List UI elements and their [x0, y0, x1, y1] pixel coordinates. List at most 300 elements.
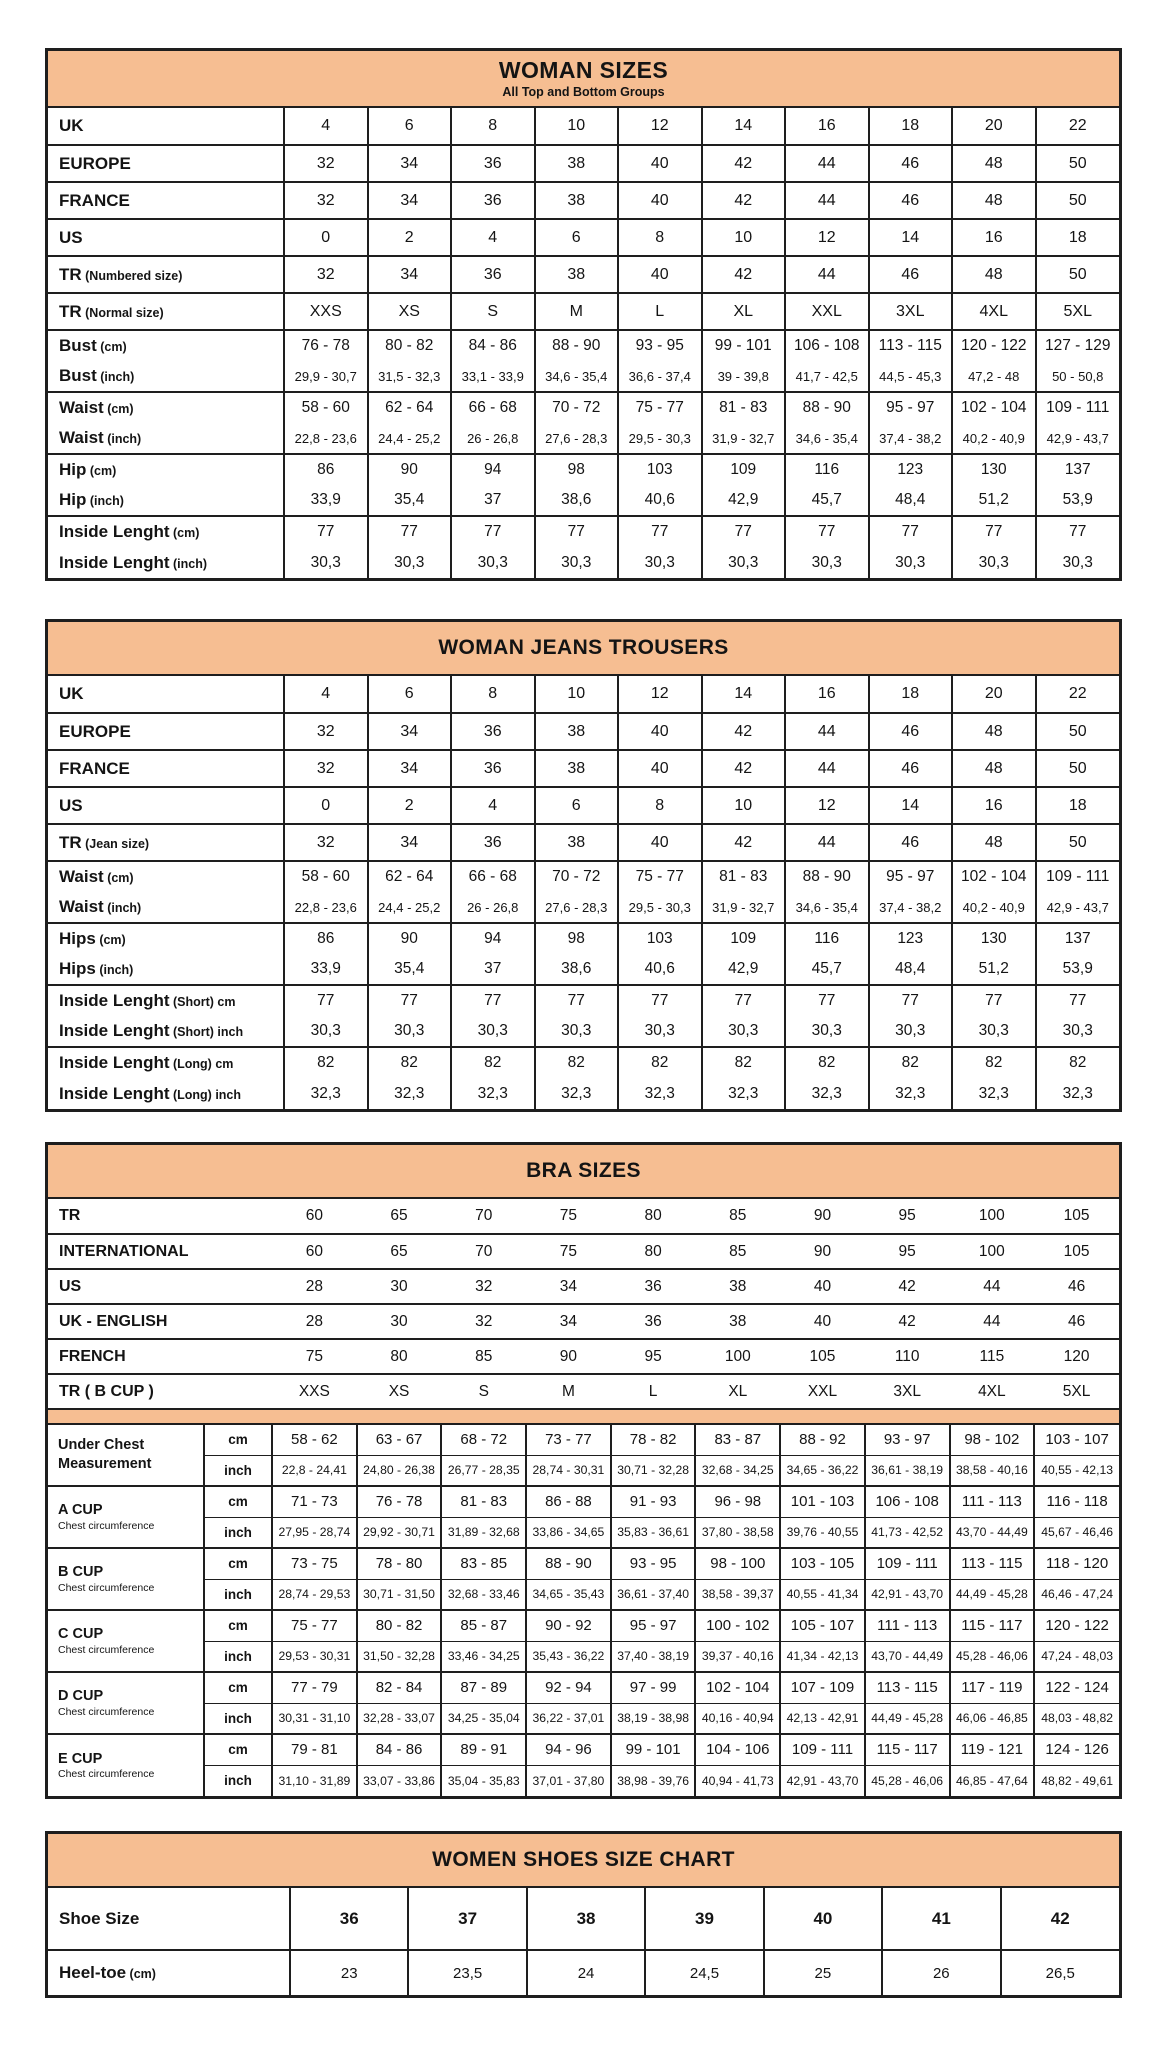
- table-row: [48, 1548, 1119, 1579]
- size-value: 39: [645, 1888, 763, 1950]
- size-value: 109: [702, 923, 786, 954]
- size-value: 120 - 122: [1034, 1610, 1119, 1641]
- size-value: 50: [1036, 824, 1120, 861]
- size-value: 82: [451, 1047, 535, 1078]
- size-value: 41,73 - 42,52: [865, 1517, 950, 1548]
- size-value: 6: [535, 219, 619, 256]
- size-value: XS: [368, 293, 452, 330]
- size-value: 36,61 - 38,19: [865, 1455, 950, 1486]
- cup-sublabel: Chest circumference: [58, 1705, 155, 1718]
- size-value: 58 - 60: [284, 392, 368, 423]
- size-value: 124 - 126: [1034, 1734, 1119, 1765]
- size-value: 110: [865, 1339, 950, 1374]
- table-row: [48, 750, 1119, 787]
- table-row: [48, 985, 1119, 1016]
- size-value: 82 - 84: [357, 1672, 442, 1703]
- size-value: 14: [702, 108, 786, 145]
- size-value: 90: [780, 1234, 865, 1269]
- size-value: 88 - 90: [526, 1548, 611, 1579]
- size-value: 32,3: [1036, 1078, 1120, 1109]
- size-value: 4: [284, 108, 368, 145]
- size-value: 28,74 - 30,31: [526, 1455, 611, 1486]
- size-value: 103 - 105: [780, 1548, 865, 1579]
- size-value: 105: [1034, 1234, 1119, 1269]
- cup-sublabel: Chest circumference: [58, 1643, 155, 1656]
- row-label: [48, 676, 284, 713]
- size-value: 100: [950, 1199, 1035, 1234]
- size-value: 93 - 95: [618, 330, 702, 361]
- size-value: 12: [618, 108, 702, 145]
- row-label-text: EUROPE: [59, 721, 131, 741]
- cup-label: [48, 1734, 204, 1796]
- size-value: 73 - 75: [272, 1548, 357, 1579]
- size-value: 36,22 - 37,01: [526, 1703, 611, 1734]
- row-label-note: (inch): [169, 556, 207, 571]
- size-value: 24,4 - 25,2: [368, 423, 452, 454]
- size-value: 40: [764, 1888, 882, 1950]
- size-value: S: [441, 1374, 526, 1409]
- row-label: [48, 1269, 272, 1304]
- size-value: 102 - 104: [952, 392, 1036, 423]
- size-value: 47,24 - 48,03: [1034, 1641, 1119, 1672]
- woman-sizes-grid: [48, 108, 1119, 578]
- size-value: 18: [869, 108, 953, 145]
- size-value: 42,91 - 43,70: [865, 1579, 950, 1610]
- size-value: S: [451, 293, 535, 330]
- row-label-text: Hip: [59, 490, 87, 509]
- row-label-note: (cm): [126, 1967, 156, 1981]
- size-value: 130: [952, 454, 1036, 485]
- size-value: 38: [535, 750, 619, 787]
- size-value: 30,31 - 31,10: [272, 1703, 357, 1734]
- size-value: 44: [950, 1269, 1035, 1304]
- row-label: [48, 824, 284, 861]
- row-label: [48, 923, 284, 954]
- row-label: [48, 1199, 272, 1234]
- size-value: 77: [952, 985, 1036, 1016]
- table-row: [48, 485, 1119, 516]
- table-row: [48, 676, 1119, 713]
- size-value: 40: [618, 750, 702, 787]
- size-value: M: [526, 1374, 611, 1409]
- size-value: 29,5 - 30,3: [618, 892, 702, 923]
- size-value: 8: [451, 676, 535, 713]
- size-value: 86: [284, 923, 368, 954]
- size-value: 31,10 - 31,89: [272, 1765, 357, 1796]
- size-value: 116: [785, 454, 869, 485]
- size-value: 4XL: [952, 293, 1036, 330]
- size-value: 43,70 - 44,49: [865, 1641, 950, 1672]
- size-value: 77: [284, 985, 368, 1016]
- size-value: 30,3: [1036, 1016, 1120, 1047]
- size-value: 82: [785, 1047, 869, 1078]
- size-value: 44,5 - 45,3: [869, 361, 953, 392]
- size-value: 40,6: [618, 954, 702, 985]
- size-value: 10: [535, 676, 619, 713]
- row-label: [48, 1304, 272, 1339]
- size-value: 30,3: [618, 1016, 702, 1047]
- row-label-note: (cm): [95, 933, 126, 947]
- size-value: 46,46 - 47,24: [1034, 1579, 1119, 1610]
- size-value: 115 - 117: [950, 1610, 1035, 1641]
- bra-sizes-grid: [48, 1199, 1119, 1796]
- size-value: 14: [869, 219, 953, 256]
- size-value: 40: [618, 713, 702, 750]
- size-value: 113 - 115: [869, 330, 953, 361]
- bra-sizes-header: [48, 1145, 1119, 1199]
- size-value: 77: [618, 985, 702, 1016]
- size-value: 34,6 - 35,4: [785, 892, 869, 923]
- row-label-note: (Normal size): [81, 305, 164, 320]
- size-value: 36: [290, 1888, 408, 1950]
- row-label: [48, 516, 284, 547]
- row-label-note: (Jean size): [81, 836, 150, 851]
- size-value: 24: [527, 1950, 645, 1995]
- size-value: 42: [865, 1269, 950, 1304]
- size-value: 63 - 67: [357, 1424, 442, 1455]
- row-label-text: FRANCE: [59, 758, 130, 778]
- size-value: 30,3: [785, 1016, 869, 1047]
- size-value: 98 - 100: [695, 1548, 780, 1579]
- unit-label: cm: [204, 1548, 272, 1579]
- size-value: 115 - 117: [865, 1734, 950, 1765]
- size-value: 32: [441, 1304, 526, 1339]
- size-value: 41: [882, 1888, 1000, 1950]
- size-value: 29,9 - 30,7: [284, 361, 368, 392]
- unit-label: inch: [204, 1455, 272, 1486]
- size-value: 32,3: [869, 1078, 953, 1109]
- size-value: 45,7: [785, 954, 869, 985]
- size-value: 109 - 111: [865, 1548, 950, 1579]
- size-value: 32: [284, 750, 368, 787]
- table-row: [48, 1374, 1119, 1409]
- row-label-note: (inch): [95, 963, 134, 977]
- size-value: 95: [865, 1234, 950, 1269]
- table-row: [48, 182, 1119, 219]
- size-value: 123: [869, 923, 953, 954]
- row-label-text: Waist: [59, 867, 104, 886]
- table-row: [48, 1672, 1119, 1703]
- row-label-note: (inch): [103, 432, 142, 446]
- size-value: 50: [1036, 145, 1120, 182]
- size-value: 36: [451, 824, 535, 861]
- cup-label: [48, 1424, 204, 1486]
- size-value: 6: [368, 676, 452, 713]
- size-value: 40,16 - 40,94: [695, 1703, 780, 1734]
- unit-label: inch: [204, 1641, 272, 1672]
- table-row: [48, 713, 1119, 750]
- size-value: 29,92 - 30,71: [357, 1517, 442, 1548]
- size-value: 42: [702, 182, 786, 219]
- row-label-text: TR ( B CUP ): [59, 1382, 154, 1400]
- size-value: 77: [618, 516, 702, 547]
- size-value: 100: [695, 1339, 780, 1374]
- table-row: [48, 256, 1119, 293]
- row-label: [48, 713, 284, 750]
- size-value: 97 - 99: [611, 1672, 696, 1703]
- size-value: 75: [272, 1339, 357, 1374]
- size-value: 6: [368, 108, 452, 145]
- size-value: 24,5: [645, 1950, 763, 1995]
- row-label-text: US: [59, 795, 83, 815]
- unit-label: cm: [204, 1734, 272, 1765]
- row-label-text: Hips: [59, 929, 96, 948]
- size-value: 39,76 - 40,55: [780, 1517, 865, 1548]
- size-value: 32,3: [451, 1078, 535, 1109]
- size-value: 5XL: [1036, 293, 1120, 330]
- table-row: [48, 361, 1119, 392]
- size-value: 30: [357, 1269, 442, 1304]
- row-label-text: US: [59, 1277, 82, 1295]
- size-value: 80 - 82: [368, 330, 452, 361]
- size-value: 105: [1034, 1199, 1119, 1234]
- table-row: [48, 1424, 1119, 1455]
- size-value: 109: [702, 454, 786, 485]
- size-value: 35,04 - 35,83: [441, 1765, 526, 1796]
- size-value: 41,7 - 42,5: [785, 361, 869, 392]
- size-value: 35,43 - 36,22: [526, 1641, 611, 1672]
- size-value: 53,9: [1036, 954, 1120, 985]
- size-value: 32: [284, 713, 368, 750]
- size-value: 39 - 39,8: [702, 361, 786, 392]
- size-value: 40,55 - 41,34: [780, 1579, 865, 1610]
- size-value: M: [535, 293, 619, 330]
- size-value: 38,58 - 40,16: [950, 1455, 1035, 1486]
- size-value: 73 - 77: [526, 1424, 611, 1455]
- row-label-note: (cm): [103, 871, 134, 885]
- size-value: 44: [950, 1304, 1035, 1339]
- size-value: 18: [1036, 219, 1120, 256]
- size-value: 76 - 78: [357, 1486, 442, 1517]
- size-chart-page: [45, 48, 1122, 1998]
- row-label-text: Heel-toe: [59, 1963, 127, 1982]
- size-value: 44,49 - 45,28: [950, 1579, 1035, 1610]
- cup-label-text: Measurement: [58, 1456, 152, 1472]
- size-value: 85: [695, 1199, 780, 1234]
- size-value: 32,3: [368, 1078, 452, 1109]
- table-row: [48, 392, 1119, 423]
- size-value: 48,4: [869, 485, 953, 516]
- size-value: 23,5: [408, 1950, 526, 1995]
- size-value: 4: [284, 676, 368, 713]
- size-value: 45,7: [785, 485, 869, 516]
- table-row: [48, 861, 1119, 892]
- size-value: 48,03 - 48,82: [1034, 1703, 1119, 1734]
- size-value: 40,2 - 40,9: [952, 423, 1036, 454]
- size-value: 23: [290, 1950, 408, 1995]
- size-value: 30,3: [702, 547, 786, 578]
- row-label-note: (cm): [86, 464, 117, 478]
- cup-label-text: C CUP: [58, 1626, 104, 1643]
- size-value: XL: [702, 293, 786, 330]
- table-row: [48, 1765, 1119, 1796]
- table-title: WOMEN SHOES SIZE CHART: [432, 1848, 735, 1872]
- row-label-note: (cm): [103, 402, 134, 416]
- size-value: 32,3: [952, 1078, 1036, 1109]
- size-value: 31,50 - 32,28: [357, 1641, 442, 1672]
- size-value: 42: [702, 145, 786, 182]
- size-value: 34: [368, 256, 452, 293]
- size-value: 105: [780, 1339, 865, 1374]
- row-label: [48, 1234, 272, 1269]
- size-value: 29,5 - 30,3: [618, 423, 702, 454]
- size-value: 38,6: [535, 485, 619, 516]
- size-value: 12: [785, 219, 869, 256]
- table-row: [48, 824, 1119, 861]
- size-value: 22: [1036, 108, 1120, 145]
- size-value: 30,3: [869, 547, 953, 578]
- size-value: 83 - 87: [695, 1424, 780, 1455]
- size-value: 10: [535, 108, 619, 145]
- size-value: 42,91 - 43,70: [780, 1765, 865, 1796]
- row-label: [48, 1047, 284, 1078]
- size-value: 33,9: [284, 954, 368, 985]
- size-value: 75: [526, 1234, 611, 1269]
- size-value: 22,8 - 24,41: [272, 1455, 357, 1486]
- size-value: 77: [368, 985, 452, 1016]
- size-value: 34,65 - 35,43: [526, 1579, 611, 1610]
- row-label: [48, 985, 284, 1016]
- row-label-note: (inch): [86, 494, 124, 508]
- size-value: 33,46 - 34,25: [441, 1641, 526, 1672]
- size-value: 77: [869, 516, 953, 547]
- size-value: 8: [618, 219, 702, 256]
- size-value: 36,6 - 37,4: [618, 361, 702, 392]
- size-value: 2: [368, 787, 452, 824]
- row-label-text: Waist: [59, 897, 104, 916]
- size-value: 117 - 119: [950, 1672, 1035, 1703]
- size-value: 92 - 94: [526, 1672, 611, 1703]
- row-label-note: (Short) inch: [169, 1025, 244, 1039]
- size-value: 22,8 - 23,6: [284, 892, 368, 923]
- size-value: 70: [441, 1199, 526, 1234]
- size-value: 38: [535, 145, 619, 182]
- size-value: 82: [1036, 1047, 1120, 1078]
- size-value: 77: [368, 516, 452, 547]
- size-value: 44: [785, 824, 869, 861]
- size-value: 27,95 - 28,74: [272, 1517, 357, 1548]
- row-label: [48, 454, 284, 485]
- size-value: 46: [1034, 1304, 1119, 1339]
- size-value: 87 - 89: [441, 1672, 526, 1703]
- size-value: 16: [952, 219, 1036, 256]
- size-value: 40: [618, 824, 702, 861]
- size-value: XL: [695, 1374, 780, 1409]
- row-label-text: FRANCE: [59, 190, 130, 210]
- bra-sizes-table: [45, 1142, 1122, 1799]
- table-row: [48, 787, 1119, 824]
- size-value: 38: [535, 713, 619, 750]
- size-value: 30,3: [1036, 547, 1120, 578]
- size-value: 28: [272, 1269, 357, 1304]
- unit-label: inch: [204, 1703, 272, 1734]
- row-label-text: TR: [59, 1207, 81, 1224]
- size-value: 24,80 - 26,38: [357, 1455, 442, 1486]
- size-value: 116 - 118: [1034, 1486, 1119, 1517]
- size-value: 88 - 90: [535, 330, 619, 361]
- size-value: 35,83 - 36,61: [611, 1517, 696, 1548]
- size-value: 42: [865, 1304, 950, 1339]
- size-value: 46: [869, 256, 953, 293]
- size-value: 77: [535, 516, 619, 547]
- unit-label: inch: [204, 1517, 272, 1548]
- row-label-text: Bust: [59, 366, 97, 385]
- unit-label: cm: [204, 1610, 272, 1641]
- size-value: 90: [368, 454, 452, 485]
- size-value: 22: [1036, 676, 1120, 713]
- size-value: 46: [869, 750, 953, 787]
- size-value: 16: [952, 787, 1036, 824]
- table-row: [48, 454, 1119, 485]
- table-row: [48, 423, 1119, 454]
- size-value: XXS: [284, 293, 368, 330]
- women-shoes-table: [45, 1831, 1122, 1998]
- row-label: [48, 1950, 290, 1995]
- size-value: 48: [952, 145, 1036, 182]
- size-value: 37: [451, 485, 535, 516]
- size-value: 94 - 96: [526, 1734, 611, 1765]
- size-value: 81 - 83: [702, 861, 786, 892]
- size-value: 82: [368, 1047, 452, 1078]
- size-value: 26,5: [1001, 1950, 1119, 1995]
- row-label: [48, 182, 284, 219]
- size-value: 102 - 104: [952, 861, 1036, 892]
- table-row: [48, 1641, 1119, 1672]
- cup-label: [48, 1486, 204, 1548]
- size-value: 34,6 - 35,4: [535, 361, 619, 392]
- size-value: 111 - 113: [865, 1610, 950, 1641]
- size-value: 34: [526, 1269, 611, 1304]
- size-value: 44: [785, 750, 869, 787]
- size-value: 35,4: [368, 954, 452, 985]
- row-label-text: UK - ENGLISH: [59, 1312, 168, 1330]
- size-value: 50: [1036, 750, 1120, 787]
- size-value: 30,3: [952, 547, 1036, 578]
- size-value: 77: [284, 516, 368, 547]
- size-value: 120 - 122: [952, 330, 1036, 361]
- table-row: [48, 892, 1119, 923]
- cup-sublabel: Chest circumference: [58, 1519, 155, 1532]
- table-row: [48, 145, 1119, 182]
- size-value: 76 - 78: [284, 330, 368, 361]
- size-value: 77: [1036, 516, 1120, 547]
- size-value: 106 - 108: [865, 1486, 950, 1517]
- table-row: [48, 1734, 1119, 1765]
- size-value: 95 - 97: [869, 392, 953, 423]
- size-value: 65: [357, 1199, 442, 1234]
- size-value: 30,3: [785, 547, 869, 578]
- size-value: 75: [526, 1199, 611, 1234]
- size-value: 30,3: [869, 1016, 953, 1047]
- size-value: 75 - 77: [618, 861, 702, 892]
- size-value: 82: [535, 1047, 619, 1078]
- women-shoes-grid: [48, 1888, 1119, 1995]
- woman-jeans-trousers-table: [45, 619, 1122, 1112]
- size-value: 36: [451, 750, 535, 787]
- size-value: 42: [702, 713, 786, 750]
- size-value: XS: [357, 1374, 442, 1409]
- size-value: 103 - 107: [1034, 1424, 1119, 1455]
- size-value: 26,77 - 28,35: [441, 1455, 526, 1486]
- size-value: 95 - 97: [611, 1610, 696, 1641]
- size-value: XXS: [272, 1374, 357, 1409]
- size-value: 41,34 - 42,13: [780, 1641, 865, 1672]
- size-value: 28,74 - 29,53: [272, 1579, 357, 1610]
- row-label: [48, 361, 284, 392]
- table-row: [48, 108, 1119, 145]
- table-row: [48, 516, 1119, 547]
- row-label-text: TR: [59, 832, 82, 852]
